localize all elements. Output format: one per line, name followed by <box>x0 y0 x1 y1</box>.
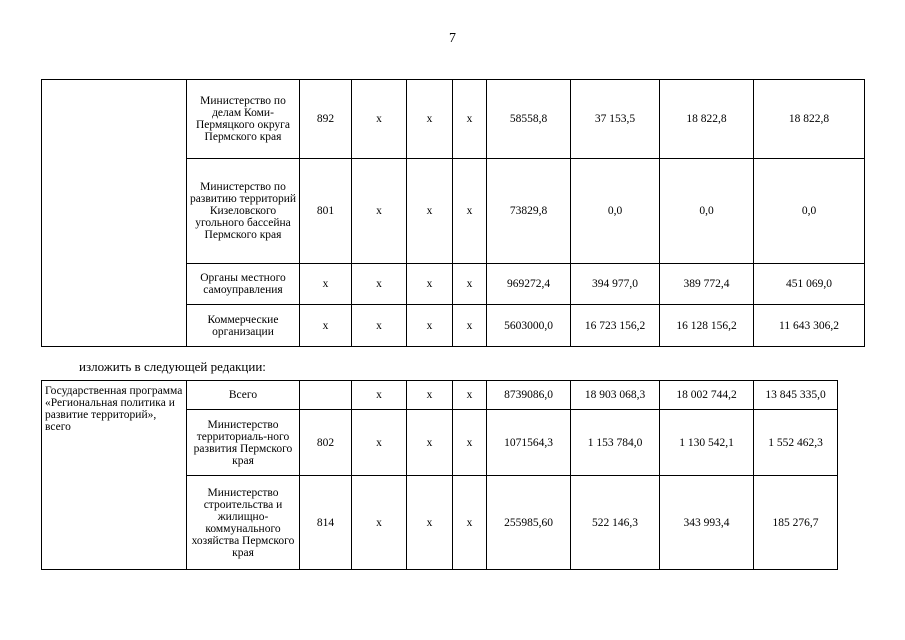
value-cell: 969272,4 <box>487 264 571 305</box>
value-cell: 18 822,8 <box>660 80 754 159</box>
program-cell-empty <box>42 80 187 347</box>
cell-x: х <box>453 476 487 570</box>
page-number: 7 <box>449 31 456 46</box>
cell-x: х <box>352 80 407 159</box>
budget-code <box>300 381 352 410</box>
budget-code: х <box>300 305 352 347</box>
instruction-text: изложить в следующей редакции: <box>79 359 266 374</box>
value-cell: 8739086,0 <box>487 381 571 410</box>
cell-x: х <box>407 410 453 476</box>
value-cell: 58558,8 <box>487 80 571 159</box>
value-cell: 5603000,0 <box>487 305 571 347</box>
budget-code: 801 <box>300 159 352 264</box>
cell-x: х <box>407 381 453 410</box>
value-cell: 37 153,5 <box>571 80 660 159</box>
cell-x: х <box>407 476 453 570</box>
value-cell: 451 069,0 <box>754 264 865 305</box>
row-name: Министерство строительства и жилищно-коммунального хозяйства Пермского края <box>187 476 300 570</box>
value-cell: 73829,8 <box>487 159 571 264</box>
cell-x: х <box>407 80 453 159</box>
budget-code: 892 <box>300 80 352 159</box>
value-cell: 0,0 <box>660 159 754 264</box>
row-name: Министерство по развитию территорий Кизеловского угольного бассейна Пермского края <box>187 159 300 264</box>
value-cell: 16 128 156,2 <box>660 305 754 347</box>
value-cell: 11 643 306,2 <box>754 305 865 347</box>
cell-x: х <box>453 381 487 410</box>
budget-code: 814 <box>300 476 352 570</box>
cell-x: х <box>352 476 407 570</box>
row-name: Министерство территориаль-ного развития Пермского края <box>187 410 300 476</box>
cell-x: х <box>407 159 453 264</box>
cell-x: х <box>352 264 407 305</box>
value-cell: 16 723 156,2 <box>571 305 660 347</box>
cell-x: х <box>352 159 407 264</box>
table-row <box>42 381 838 410</box>
cell-x: х <box>352 410 407 476</box>
budget-code: 802 <box>300 410 352 476</box>
value-cell: 255985,60 <box>487 476 571 570</box>
value-cell: 394 977,0 <box>571 264 660 305</box>
cell-x: х <box>453 305 487 347</box>
budget-code: х <box>300 264 352 305</box>
cell-x: х <box>453 159 487 264</box>
cell-x: х <box>352 305 407 347</box>
value-cell: 1 552 462,3 <box>754 410 838 476</box>
value-cell: 389 772,4 <box>660 264 754 305</box>
value-cell: 1 153 784,0 <box>571 410 660 476</box>
table-row <box>42 80 865 159</box>
value-cell: 0,0 <box>754 159 865 264</box>
value-cell: 1071564,3 <box>487 410 571 476</box>
row-name: Коммерческие организации <box>187 305 300 347</box>
row-name: Органы местного самоуправления <box>187 264 300 305</box>
row-name: Министерство по делам Коми-Пермяцкого округа Пермского края <box>187 80 300 159</box>
program-name: Государственная программа «Региональная политика и развитие территорий», всего <box>42 381 187 570</box>
cell-x: х <box>453 410 487 476</box>
cell-x: х <box>352 381 407 410</box>
cell-x: х <box>407 264 453 305</box>
value-cell: 522 146,3 <box>571 476 660 570</box>
cell-x: х <box>453 80 487 159</box>
value-cell: 0,0 <box>571 159 660 264</box>
value-cell: 13 845 335,0 <box>754 381 838 410</box>
revised-budget-table <box>41 380 838 570</box>
value-cell: 18 903 068,3 <box>571 381 660 410</box>
value-cell: 18 822,8 <box>754 80 865 159</box>
value-cell: 1 130 542,1 <box>660 410 754 476</box>
value-cell: 18 002 744,2 <box>660 381 754 410</box>
row-name: Всего <box>187 381 300 410</box>
cell-x: х <box>453 264 487 305</box>
value-cell: 343 993,4 <box>660 476 754 570</box>
value-cell: 185 276,7 <box>754 476 838 570</box>
cell-x: х <box>407 305 453 347</box>
continued-budget-table <box>41 79 865 347</box>
